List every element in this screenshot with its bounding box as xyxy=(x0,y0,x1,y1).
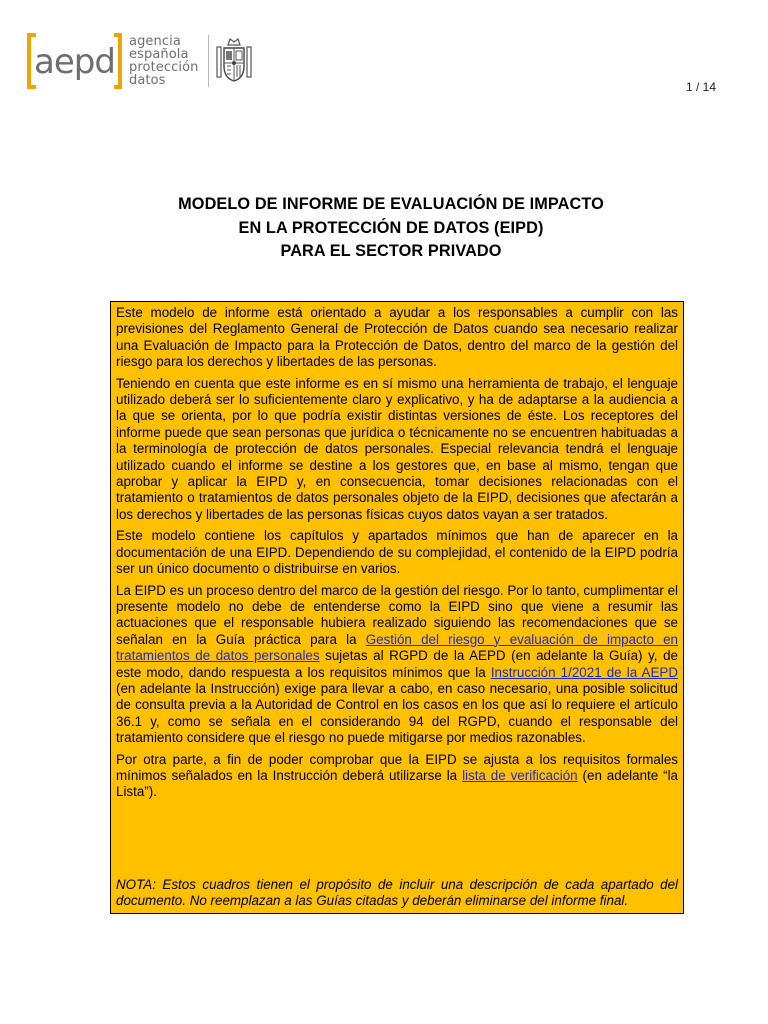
svg-text:aepd: aepd xyxy=(34,42,115,82)
verification-list-link[interactable]: lista de verificación xyxy=(462,767,578,783)
title-line-2: EN LA PROTECCIÓN DE DATOS (EIPD) xyxy=(238,218,544,237)
guidance-paragraph-3: Este modelo contiene los capítulos y apartados mínimos que han de aparecer en la documentación de una EIPD. Dependiendo de su complejidad, el contenido de la EIPD podría ser un único documento o distribuirse en varios. xyxy=(116,528,678,577)
instruction-1-2021-link[interactable]: Instrucción 1/2021 de la AEPD xyxy=(490,664,678,680)
guidance-paragraph-4 xyxy=(116,583,678,747)
logo-line-1: agencia xyxy=(129,34,181,49)
logo-divider xyxy=(208,35,209,87)
aepd-logo xyxy=(26,32,253,90)
aepd-logo-mark xyxy=(26,32,123,90)
p5-text-2: (en adelante “la Lista”). xyxy=(116,767,678,800)
logo-line-3: protección xyxy=(129,60,199,75)
logo-line-2: española xyxy=(129,47,189,62)
logo-line-4: datos xyxy=(129,73,166,88)
p4-text-1: La EIPD es un proceso dentro del marco de la gestión del riesgo. Por lo tanto, cumplimentar el presente modelo no debe de entenderse como la EIPD sino que viene a resumir las actuaciones que el responsable hubiera realizado siguiendo las recomendaciones que se señalan en la Guía práctica para la xyxy=(116,582,678,647)
p4-text-3: (en adelante la Instrucción) exige para llevar a cabo, en caso necesario, una posible solicitud de consulta previa a la Autoridad de Control en los casos en los que así lo requiere el artículo 36.1 y, como se señala en el considerando 94 del RGPD, cuando el responsable del tratamiento considere que el riesgo no puede mitigarse por medios razonables. xyxy=(116,680,678,746)
p5-text-1: Por otra parte, a fin de poder comprobar que la EIPD se ajusta a los requisitos formales mínimos señalados en la Instrucción deberá utilizarse la xyxy=(116,751,678,783)
risk-management-guide-link[interactable]: Gestión del riesgo y evaluación de impacto en tratamientos de datos personales xyxy=(116,631,678,664)
guidance-box xyxy=(110,301,684,914)
guidance-paragraph-1: Este modelo de informe está orientado a ayudar a los responsables a cumplir con las previsiones del Reglamento General de Protección de Datos cuando sea necesario realizar una Evaluación de Impacto para la Protección de Datos, dentro del marco de la gestión del riesgo para los derechos y libertades de las personas. xyxy=(116,305,678,370)
document-title xyxy=(60,193,722,264)
title-line-3: PARA EL SECTOR PRIVADO xyxy=(280,242,502,260)
p4-text-2: sujetas al RGPD de la AEPD (en adelante la Guía) y, de este modo, dando respuesta a los requisitos mínimos que la xyxy=(116,648,678,680)
guidance-note: NOTA: Estos cuadros tienen el propósito de incluir una descripción de cada apartado del documento. No reemplazan a las Guías citadas y deberán eliminarse del informe final. xyxy=(116,877,678,909)
guidance-paragraph-5 xyxy=(116,752,678,801)
spain-coat-of-arms-icon xyxy=(215,36,253,86)
page-number: 1 / 14 xyxy=(685,80,716,94)
aepd-logo-wordmark xyxy=(129,35,198,87)
guidance-paragraph-2: Teniendo en cuenta que este informe es en sí mismo una herramienta de trabajo, el lenguaje utilizado deberá ser lo suficientemente claro y explicativo, y ha de adaptarse a la audiencia a la que se orienta, por lo que podría existir distintas versiones de éste. Los receptores del informe puede que sean personas que jurídica o técnicamente no se encuentren habituadas a la terminología de protección de datos personales. Especial relevancia tendrá el lenguaje utilizado cuando el informe se destine a los gestores que, en base al mismo, tengan que aprobar y aplicar la EIPD y, en consecuencia, tomar decisiones relacionadas con el tratamiento o tratamientos de datos personales objeto de la EIPD, decisiones que afectarán a los derechos y libertades de las personas físicas cuyos datos vayan a ser tratados. xyxy=(116,375,678,522)
title-line-1: MODELO DE INFORME DE EVALUACIÓN DE IMPACTO xyxy=(178,195,604,213)
